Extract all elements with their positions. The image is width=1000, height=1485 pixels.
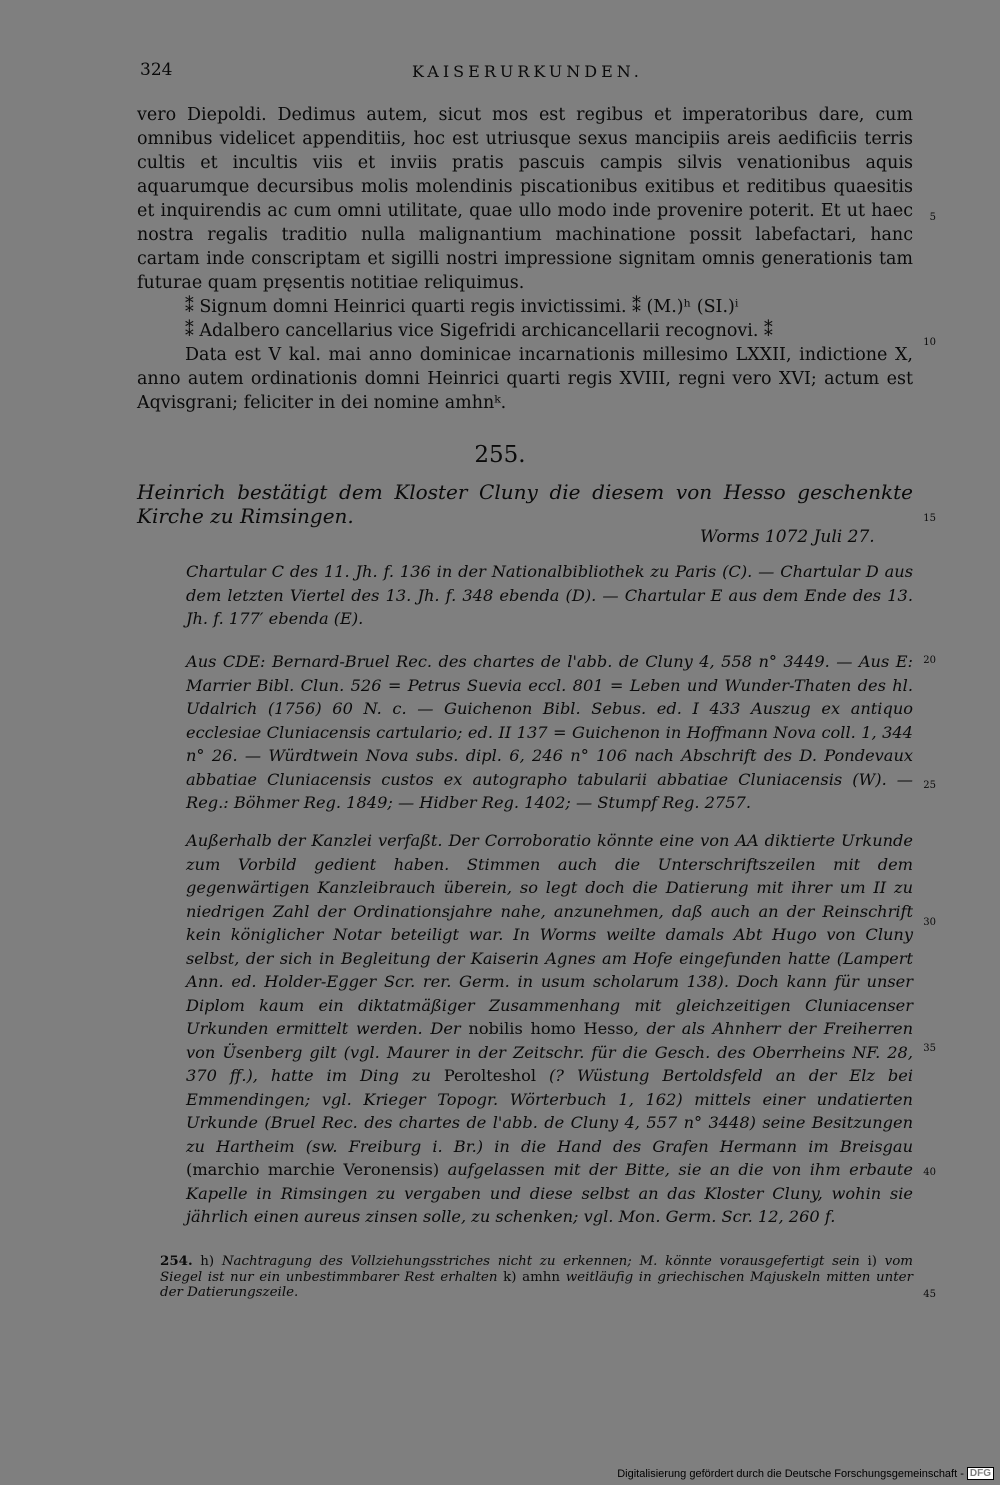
commentary-part: , der als Ahnherr der Freiherren von Üsenberg gilt (vgl. Maurer in der Zeitschr. für die Gesch. des Oberrheins NF. 28, 370 ff.), hatte im Ding zu — [186, 1019, 913, 1085]
tradition-note — [186, 560, 913, 631]
footnote-ref: 254. — [160, 1253, 193, 1269]
recognition-line: ⁑ Adalbero cancellarius vice Sigefridi archicancellarii recognovi. ⁑ — [185, 321, 773, 341]
line-number: 45 — [923, 1289, 936, 1300]
dateline: Worms 1072 Juli 27. — [700, 527, 875, 547]
commentary-upright: Perolteshol — [443, 1066, 537, 1085]
footer-text: Digitalisierung gefördert durch die Deutsche Forschungsgemeinschaft - — [617, 1467, 964, 1480]
line-number: 5 — [929, 212, 936, 223]
line-number: 30 — [923, 917, 936, 928]
line-number: 15 — [923, 513, 936, 524]
footnote-text: Nachtragung des Vollziehungsstriches nicht zu erkennen; M. könnte vorausgefertigt sein — [221, 1254, 860, 1269]
commentary-text — [186, 829, 913, 1229]
data-line: Data est V kal. mai anno dominicae incarnationis millesimo LXXII, indictione X, anno autem ordinationis domni Heinrici quarti regis XVIII, regni vero XVI; actum est Aqvisgrani; feliciter in dei nomine amhnᵏ. — [137, 345, 913, 413]
footnote-label: h) — [200, 1254, 215, 1269]
commentary-note — [186, 829, 913, 1229]
line-number: 10 — [923, 337, 936, 348]
footnote-text: vom Siegel ist nur ein unbestimmbarer Rest erhalten — [160, 1254, 913, 1285]
charter-text — [137, 103, 913, 415]
line-number: 40 — [923, 1167, 936, 1178]
commentary-part: Außerhalb der Kanzlei verfaßt. Der Corroboratio könnte eine von AA diktierte Urkunde zum Vorbild gedient haben. Stimmen auch die Unterschriftszeilen mit dem gegenwärtigen Kanzleibrauch überein, so legt doch die Datierung mit ihrer um II zu niedrigen Zahl der Ordinationsjahre nahe, anzunehmen, daß auch an der Reinschrift kein königlicher Notar beteiligt war. In Worms weilte damals Abt Hugo von Cluny selbst, der sich in Begleitung der Kaiserin Agnes am Hofe eingefunden hatte (Lampert Ann. ed. Holder-Egger Scr. rer. Germ. in usum scholarum 138). Doch kann für unser Diplom kaum ein diktatmäßiger Zusammenhang mit gleichzeitigen Cluniacenser Urkunden ermittelt werden. Der — [186, 831, 913, 1038]
commentary-part: (? Wüstung Bertoldsfeld an der Elz bei Emmendingen; vgl. Krieger Topogr. Wörterbuch 1, 162) mittels einer undatierten Urkunde (Bruel Rec. des chartes de l'abb. de Cluny 4, 557 n° 3448) seine Besitzungen zu Hartheim (sw. Freiburg i. Br.) in die Hand des Grafen Hermann im Breisgau — [186, 1066, 914, 1156]
footnotes — [160, 1254, 913, 1301]
document-number: 255. — [474, 442, 526, 468]
footnote-text: weitläufig in griechischen Majuskeln mitten unter der Datierungszeile. — [160, 1269, 913, 1300]
footnote-label: k) — [503, 1269, 517, 1285]
dfg-logo: DFG — [967, 1467, 994, 1480]
running-title: KAISERURKUNDEN. — [412, 62, 643, 81]
document-title: Heinrich bestätigt dem Kloster Cluny die diesem von Hesso geschenkte Kirche zu Rimsingen. — [137, 480, 913, 528]
charter-paragraph: vero Diepoldi. Dedimus autem, sicut mos est regibus et imperatoribus dare, cum omnibus videlicet appenditiis, hoc est utriusque sexus mancipiis areis aedificiis terris cultis et incultis viis et inviis pratis pascuis campis silvis venationibus aquis aquarumque decursibus molis molendinis piscationibus exitibus et reditibus quaesitis et inquirendis ac cum omni utilitate, quae ullo modo inde provenire poterit. Et ut haec nostra regalis traditio nulla malignantium machinatione possit labefactari, hanc cartam inde conscriptam et sigilli nostri impressione signitam omnis generationis tam futurae quam pręsentis notitiae reliquimus. — [137, 105, 913, 293]
editions-text: Aus CDE: Bernard-Bruel Rec. des chartes de l'abb. de Cluny 4, 558 n° 3449. — Aus E: Marrier Bibl. Clun. 526 = Petrus Suevia eccl. 801 = Leben und Wunder-Thaten des hl. Udalrich (1756) 60 N. c. — Guichenon Bibl. Sebus. ed. I 433 Auszug ex antiquo ecclesiae Cluniacensis cartulario; ed. II 137 = Guichenon in Hoffmann Nova coll. 1, 344 n° 26. — Würdtwein Nova subs. dipl. 6, 246 n° 106 nach Abschrift des D. Pondevaux abbatiae Cluniacensis custos ex autographo tabularii abbatiae Cluniacensis (W). — Reg.: Böhmer Reg. 1849; — Hidber Reg. 1402; — Stumpf Reg. 2757. — [186, 652, 913, 812]
commentary-upright: (marchio marchie Veronensis) — [186, 1160, 440, 1179]
line-number: 20 — [923, 655, 936, 666]
footnote-label: i) — [867, 1254, 877, 1269]
tradition-text: Chartular C des 11. Jh. f. 136 in der Nationalbibliothek zu Paris (C). — Chartular D aus dem letzten Viertel des 13. Jh. f. 348 ebenda (D). — Chartular E aus dem Ende des 13. Jh. f. 177′ ebenda (E). — [186, 562, 913, 628]
footnote-word: amhn — [522, 1269, 561, 1285]
editions-note — [186, 650, 913, 815]
line-number: 25 — [923, 780, 936, 791]
footer — [617, 1467, 994, 1480]
page-number: 324 — [140, 60, 173, 80]
commentary-part: aufgelassen mit der Bitte, sie an die von ihm erbaute Kapelle in Rimsingen zu vergaben und diese selbst an das Kloster Cluny, wohin sie jährlich einen aureus zinsen solle, zu schenken; vgl. Mon. Germ. Scr. 12, 260 f. — [186, 1160, 913, 1226]
commentary-upright: nobilis homo Hesso — [468, 1019, 634, 1038]
line-number: 35 — [923, 1043, 936, 1054]
signum-line: ⁑ Signum domni Heinrici quarti regis invictissimi. ⁑ (M.)ʰ (SI.)ⁱ — [185, 297, 739, 317]
